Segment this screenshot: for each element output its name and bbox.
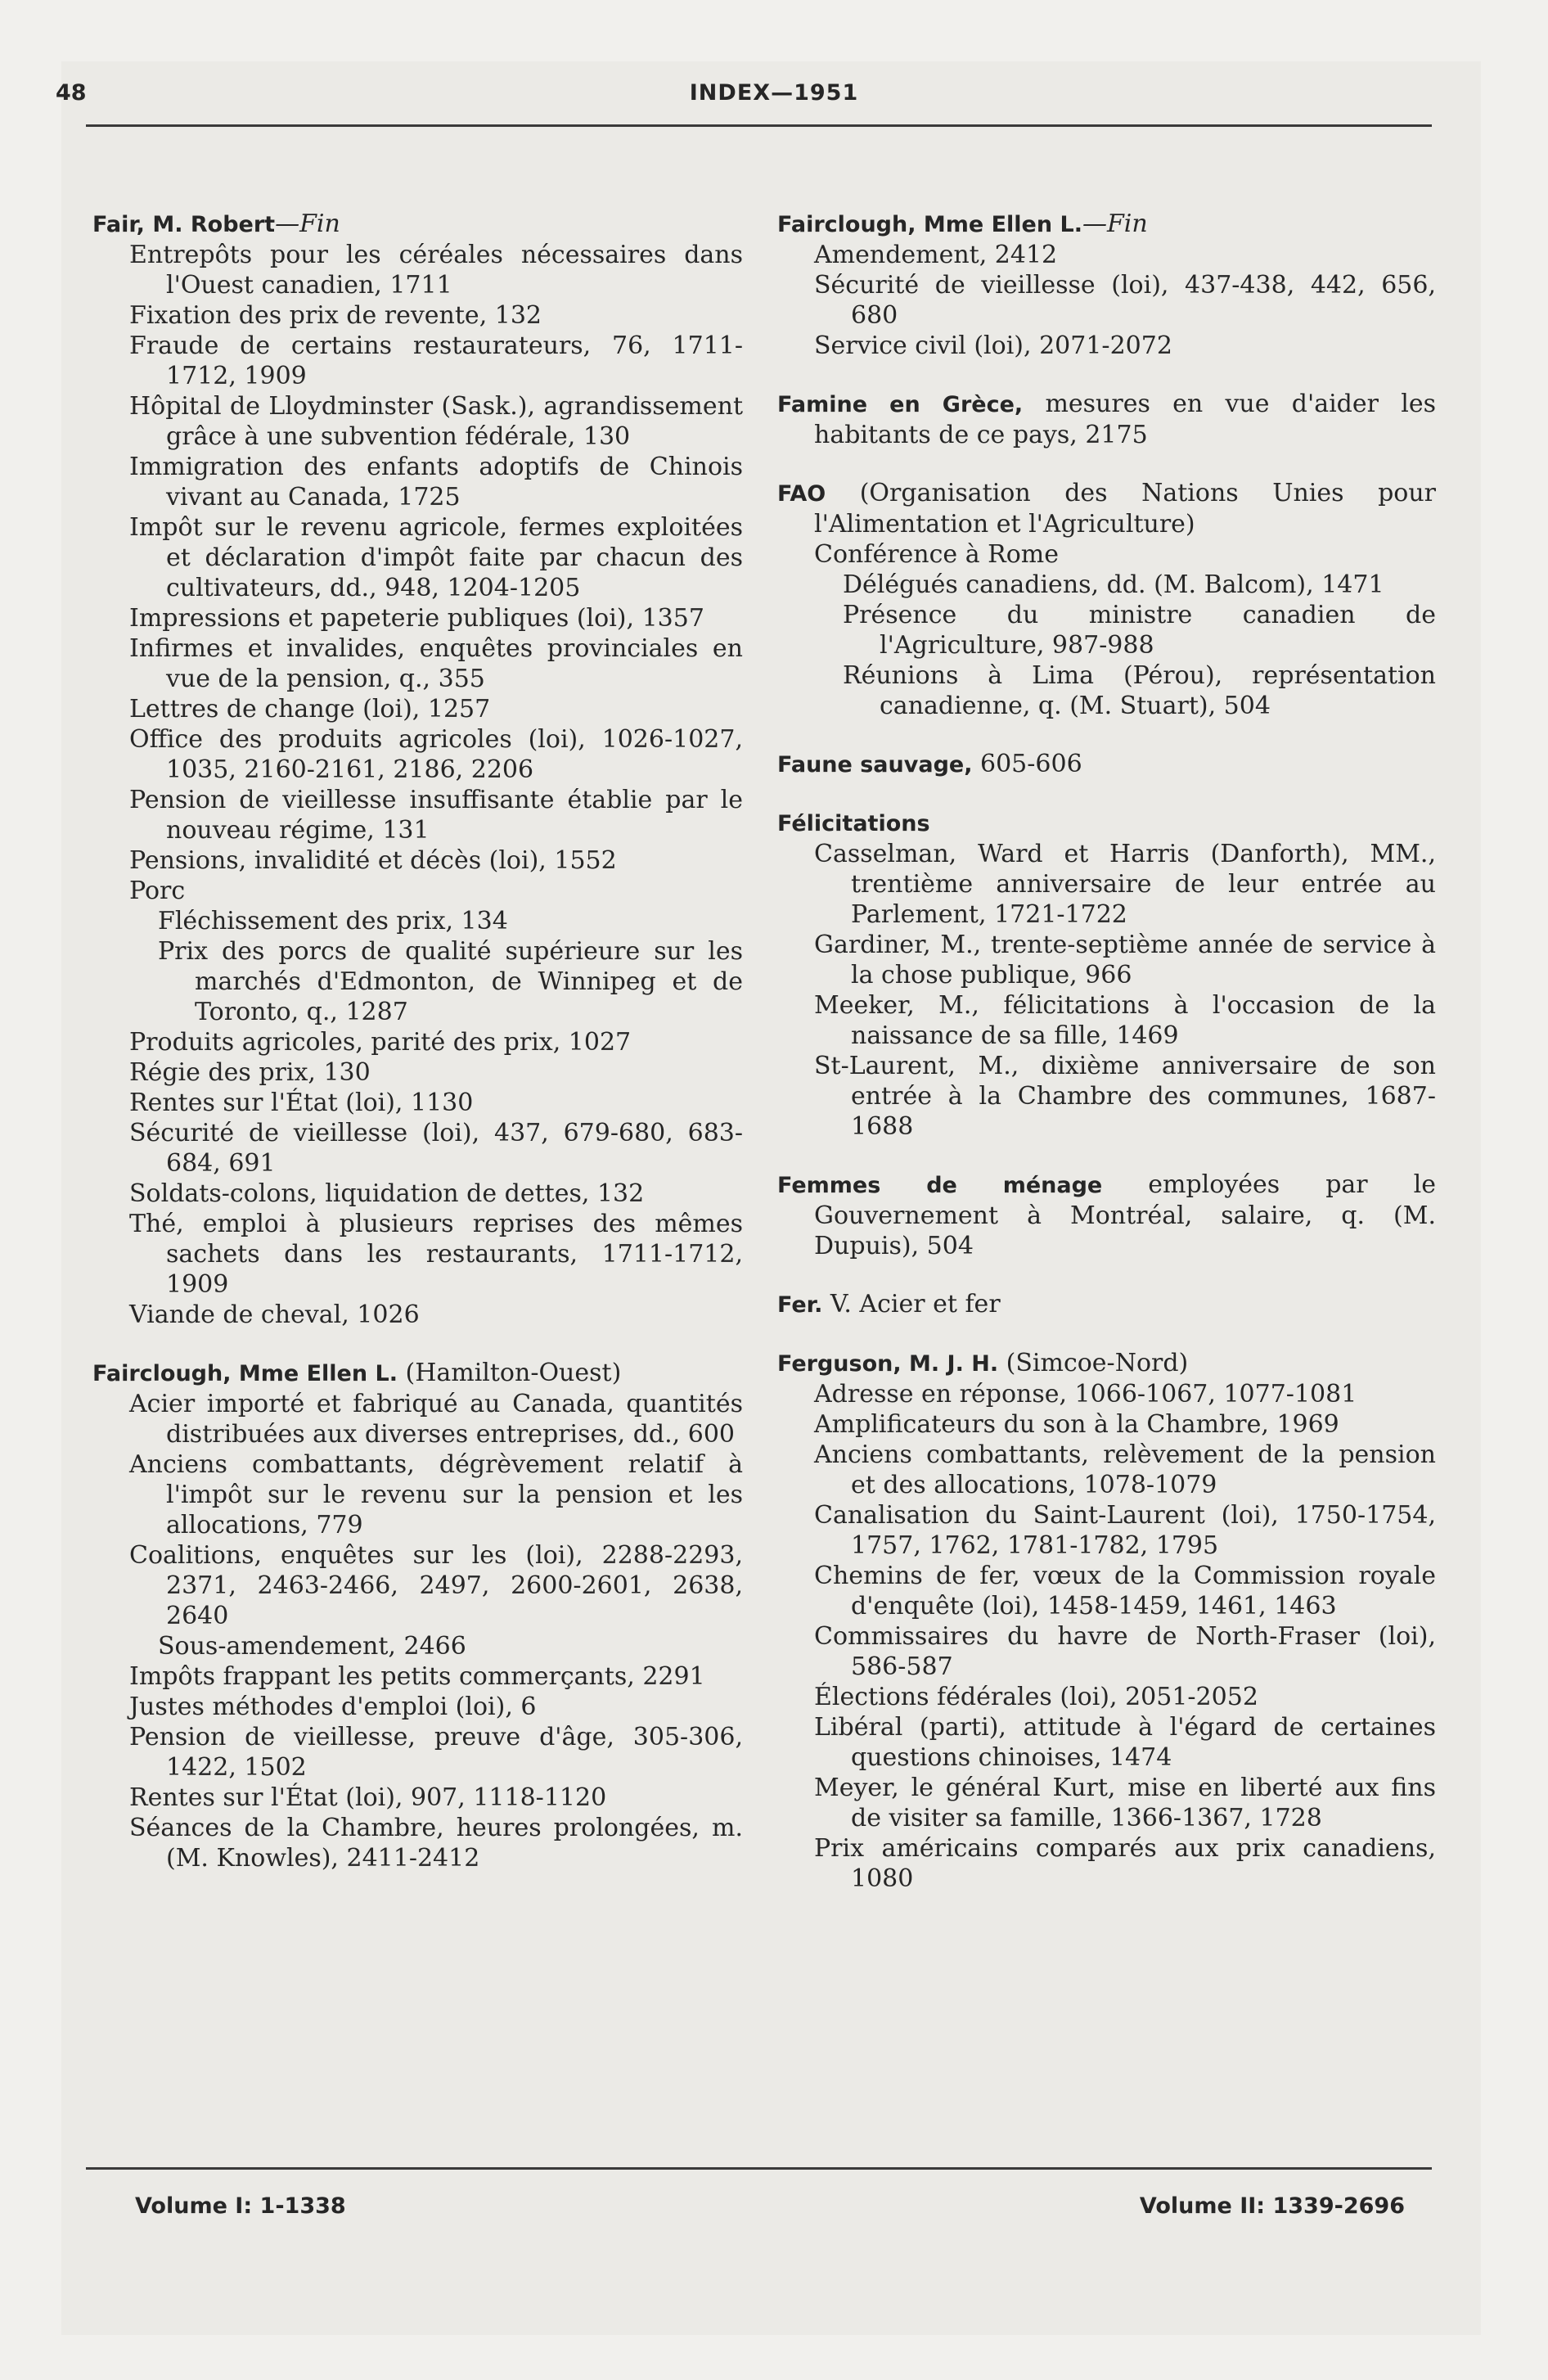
subentry: Office des produits agricoles (loi), 1026-1027, 1035, 2160-2161, 2186, 2206 bbox=[129, 725, 743, 784]
footer-volume-1: Volume I: 1-1338 bbox=[135, 2193, 346, 2219]
subentry: Anciens combattants, dégrèvement relatif à l'impôt sur le revenu sur la pension et les allocations, 779 bbox=[129, 1450, 743, 1539]
subentry: Rentes sur l'État (loi), 1130 bbox=[129, 1089, 474, 1117]
subentry: Chemins de fer, vœux de la Commission royale d'enquête (loi), 1458-1459, 1461, 1463 bbox=[814, 1562, 1436, 1620]
subentry: Infirmes et invalides, enquêtes provinciales en vue de la pension, q., 355 bbox=[129, 634, 743, 693]
entry-heading bbox=[777, 478, 1436, 539]
subentry: Sécurité de vieillesse (loi), 437-438, 442, 656, 680 bbox=[814, 271, 1436, 330]
footer-rule bbox=[86, 2167, 1432, 2170]
entry-heading-suffix: V. Acier et fer bbox=[822, 1290, 1001, 1318]
entry-heading-suffix: 605-606 bbox=[972, 750, 1082, 778]
index-entry bbox=[777, 1348, 1436, 1894]
subentry: Acier importé et fabriqué au Canada, quantités distribuées aux diverses entreprises, dd., 600 bbox=[129, 1390, 743, 1449]
index-entry bbox=[92, 1358, 743, 1873]
entry-heading bbox=[777, 1348, 1436, 1379]
subentry: Porc bbox=[129, 877, 186, 905]
index-entry bbox=[777, 808, 1436, 1142]
subentry: Immigration des enfants adoptifs de Chinois vivant au Canada, 1725 bbox=[129, 453, 743, 512]
subentry: Pensions, invalidité et décès (loi), 1552 bbox=[129, 846, 617, 875]
subentry: Commissaires du havre de North-Fraser (loi), 586-587 bbox=[814, 1622, 1436, 1681]
left-column bbox=[92, 209, 743, 1873]
entry-heading-name: Ferguson, M. J. H. bbox=[777, 1351, 999, 1377]
entry-heading-name: FAO bbox=[777, 481, 826, 507]
subentry: Lettres de change (loi), 1257 bbox=[129, 695, 491, 723]
subentry: Casselman, Ward et Harris (Danforth), MM., trentième anniversaire de leur entrée au Parlement, 1721-1722 bbox=[814, 840, 1436, 929]
index-entry bbox=[777, 478, 1436, 721]
subentry: Entrepôts pour les céréales nécessaires dans l'Ouest canadien, 1711 bbox=[129, 241, 743, 300]
subentry: Hôpital de Lloydminster (Sask.), agrandissement grâce à une subvention fédérale, 130 bbox=[129, 392, 743, 451]
sub-subentry: Réunions à Lima (Pérou), représentation canadienne, q. (M. Stuart), 504 bbox=[843, 661, 1436, 720]
subentry: Régie des prix, 130 bbox=[129, 1058, 371, 1087]
subentry: Libéral (parti), attitude à l'égard de certaines questions chinoises, 1474 bbox=[814, 1713, 1436, 1772]
subentry: Coalitions, enquêtes sur les (loi), 2288-2293, 2371, 2463-2466, 2497, 2600-2601, 2638, 2640 bbox=[129, 1541, 743, 1630]
entry-heading-name: Faune sauvage, bbox=[777, 752, 973, 778]
index-entry bbox=[777, 749, 1436, 780]
subentry: Fraude de certains restaurateurs, 76, 1711-1712, 1909 bbox=[129, 331, 743, 390]
subentry: Conférence à Rome bbox=[814, 540, 1059, 569]
subentry: Soldats-colons, liquidation de dettes, 132 bbox=[129, 1179, 645, 1208]
entry-heading-suffix: (Organisation des Nations Unies pour l'Alimentation et l'Agriculture) bbox=[814, 479, 1436, 539]
entry-heading-name: Félicitations bbox=[777, 811, 930, 836]
entry-heading-suffix: —Fin bbox=[1082, 210, 1148, 238]
subentry: Impôts frappant les petits commerçants, 2291 bbox=[129, 1662, 705, 1691]
subentry: Justes méthodes d'emploi (loi), 6 bbox=[129, 1693, 537, 1721]
index-entry bbox=[92, 209, 743, 1330]
entry-heading bbox=[777, 1289, 1436, 1320]
entry-heading bbox=[777, 209, 1436, 240]
entry-heading bbox=[92, 1358, 743, 1389]
subentry: Amplificateurs du son à la Chambre, 1969 bbox=[814, 1410, 1339, 1439]
index-entry bbox=[777, 1170, 1436, 1261]
subentry: Service civil (loi), 2071-2072 bbox=[814, 331, 1172, 360]
index-entry bbox=[777, 389, 1436, 450]
right-column bbox=[777, 209, 1436, 1894]
page-title: INDEX—1951 bbox=[689, 80, 859, 106]
page-number: 48 bbox=[56, 80, 87, 106]
entry-heading-name: Fairclough, Mme Ellen L. bbox=[777, 212, 1082, 237]
subentry: Rentes sur l'État (loi), 907, 1118-1120 bbox=[129, 1783, 607, 1812]
subentry: Gardiner, M., trente-septième année de service à la chose publique, 966 bbox=[814, 931, 1436, 989]
entry-heading-suffix: (Hamilton-Ouest) bbox=[397, 1359, 622, 1387]
subentry: Produits agricoles, parité des prix, 1027 bbox=[129, 1028, 632, 1057]
entry-heading-suffix: employées par le Gouvernement à Montréal, salaire, q. (M. Dupuis), 504 bbox=[814, 1170, 1436, 1260]
subentry: Meyer, le général Kurt, mise en liberté aux fins de visiter sa famille, 1366-1367, 1728 bbox=[814, 1774, 1436, 1832]
sub-subentry: Prix des porcs de qualité supérieure sur les marchés d'Edmonton, de Winnipeg et de Toronto, q., 1287 bbox=[158, 937, 743, 1026]
entry-heading-name: Femmes de ménage bbox=[777, 1173, 1103, 1198]
subentry: St-Laurent, M., dixième anniversaire de son entrée à la Chambre des communes, 1687-1688 bbox=[814, 1052, 1436, 1141]
entry-heading-name: Fair, M. Robert bbox=[92, 212, 276, 237]
entry-heading bbox=[777, 389, 1436, 450]
footer-volume-2: Volume II: 1339-2696 bbox=[1139, 2193, 1405, 2219]
subentry: Pension de vieillesse, preuve d'âge, 305-306, 1422, 1502 bbox=[129, 1723, 743, 1782]
subentry: Canalisation du Saint-Laurent (loi), 1750-1754, 1757, 1762, 1781-1782, 1795 bbox=[814, 1501, 1436, 1560]
entry-heading-suffix: —Fin bbox=[275, 210, 340, 238]
entry-heading bbox=[777, 749, 1436, 780]
subentry: Fixation des prix de revente, 132 bbox=[129, 301, 542, 330]
entry-heading-name: Famine en Grèce, bbox=[777, 392, 1024, 417]
subentry: Meeker, M., félicitations à l'occasion de la naissance de sa fille, 1469 bbox=[814, 991, 1436, 1050]
entry-heading-name: Fairclough, Mme Ellen L. bbox=[92, 1361, 398, 1386]
subentry: Impressions et papeterie publiques (loi), 1357 bbox=[129, 604, 704, 633]
entry-heading bbox=[92, 209, 743, 240]
entry-heading bbox=[777, 808, 1436, 839]
entry-heading bbox=[777, 1170, 1436, 1261]
sub-subentry: Sous-amendement, 2466 bbox=[158, 1632, 466, 1661]
subentry: Viande de cheval, 1026 bbox=[129, 1300, 420, 1329]
subentry: Pension de vieillesse insuffisante établie par le nouveau régime, 131 bbox=[129, 786, 743, 845]
header-rule bbox=[86, 124, 1432, 127]
entry-heading-name: Fer. bbox=[777, 1292, 823, 1318]
entry-heading-suffix: mesures en vue d'aider les habitants de ce pays, 2175 bbox=[814, 390, 1436, 449]
entry-heading-suffix: (Simcoe-Nord) bbox=[998, 1349, 1189, 1377]
subentry: Anciens combattants, relèvement de la pension et des allocations, 1078-1079 bbox=[814, 1440, 1436, 1499]
subentry: Séances de la Chambre, heures prolongées, m. (M. Knowles), 2411-2412 bbox=[129, 1814, 743, 1873]
index-entry bbox=[777, 1289, 1436, 1320]
subentry: Impôt sur le revenu agricole, fermes exploitées et déclaration d'impôt faite par chacun des cultivateurs, dd., 948, 1204-1205 bbox=[129, 513, 743, 602]
subentry: Élections fédérales (loi), 2051-2052 bbox=[814, 1683, 1258, 1711]
page-header bbox=[33, 80, 1515, 119]
sub-subentry: Présence du ministre canadien de l'Agriculture, 987-988 bbox=[843, 601, 1436, 660]
sub-subentry: Fléchissement des prix, 134 bbox=[158, 907, 508, 935]
index-entry bbox=[777, 209, 1436, 361]
subentry: Adresse en réponse, 1066-1067, 1077-1081 bbox=[814, 1380, 1357, 1409]
subentry: Amendement, 2412 bbox=[814, 241, 1058, 269]
sub-subentry: Délégués canadiens, dd. (M. Balcom), 1471 bbox=[843, 570, 1384, 599]
subentry: Prix américains comparés aux prix canadiens, 1080 bbox=[814, 1834, 1436, 1893]
subentry: Thé, emploi à plusieurs reprises des mêmes sachets dans les restaurants, 1711-1712, 1909 bbox=[129, 1210, 743, 1299]
subentry: Sécurité de vieillesse (loi), 437, 679-680, 683-684, 691 bbox=[129, 1119, 743, 1178]
